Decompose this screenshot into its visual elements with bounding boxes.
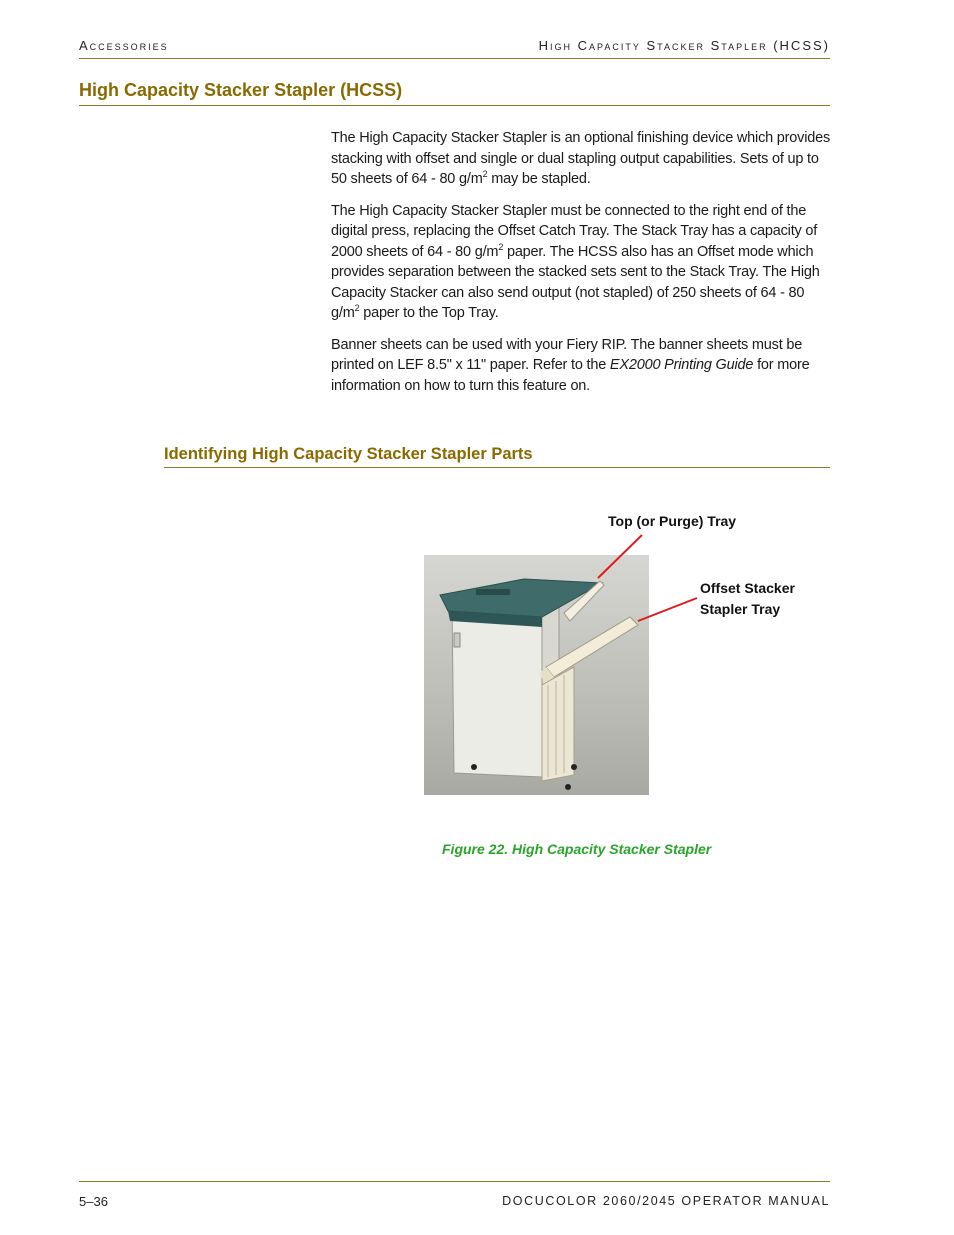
figure-caption: Figure 22. High Capacity Stacker Stapler [442,841,712,857]
running-header [79,38,830,59]
guide-reference: EX2000 Printing Guide [609,357,754,373]
paragraph-intro: The High Capacity Stacker Stapler is an optional finishing device which provides stacking with offset and single or dual stapling output capabilities. Sets of up to 50 sheets of 64 - 80 $g/m^2$ may be stapled. [331,130,831,187]
manual-title: DOCUCOLOR 2060/2045 OPERATOR MANUAL [502,1194,830,1208]
label-top-tray: Top (or Purge) Tray [608,513,737,529]
running-footer [79,1181,830,1212]
section-title: High Capacity Stacker Stapler (HCSS) [79,80,830,106]
stacker-stapler-illustration [424,555,649,795]
body-text [331,128,831,407]
subsection-title: Identifying High Capacity Stacker Stapler Parts [164,445,830,468]
page-number: 5–36 [79,1194,108,1209]
header-chapter: Accessories [79,38,169,53]
stacker-stapler-photo [424,555,649,795]
header-section: High Capacity Stacker Stapler (HCSS) [538,38,830,53]
label-offset-tray: Offset Stacker Stapler Tray [700,580,795,617]
paragraph-capacity: The High Capacity Stacker Stapler must be connected to the right end of the digital press, replacing the Offset Catch Tray. The Stack Tray has a capacity of 2000 sheets of 64 - 80 $g/m^2$ paper. The HCSS also has an Offset mode which provides separation between the stacked sets sent to the Stack Tray. The High Capacity Stacker can also send output (not stapled) of 250 sheets of 64 - 80 $g/m^2$ paper to the Top Tray. [331,202,820,321]
paragraph-banner: Banner sheets can be used with your Fiery RIP. The banner sheets must be printed on LEF 8.5" x 11" paper. Refer to the EX2000 Printing Guide for more information on how to turn this feature on. [331,336,810,394]
